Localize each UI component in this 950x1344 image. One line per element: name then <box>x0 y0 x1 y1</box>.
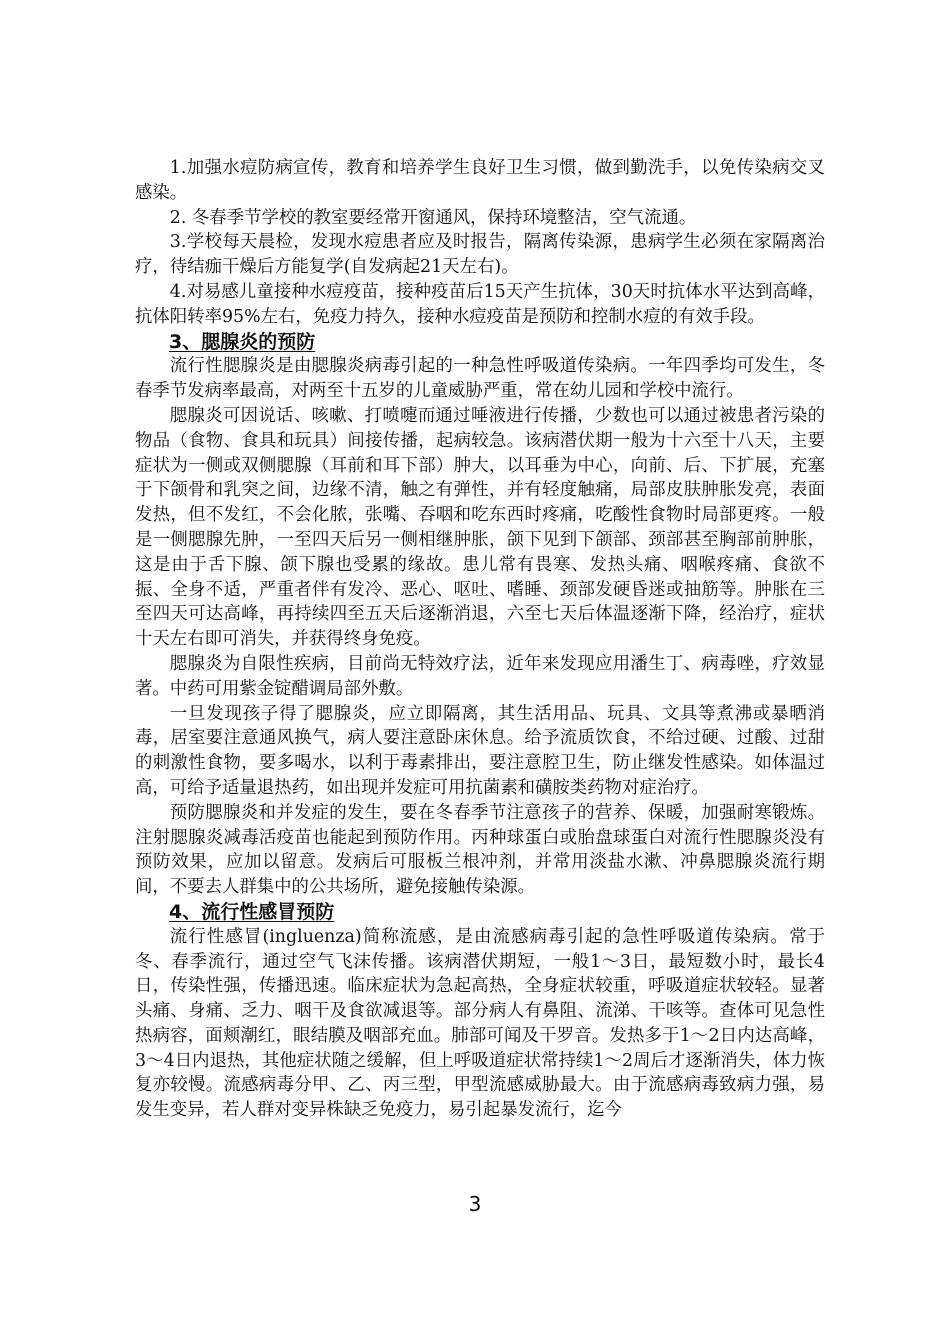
list-item: 1.加强水痘防病宣传，教育和培养学生良好卫生习惯，做到勤洗手，以免传染病交叉感染。 <box>135 158 825 203</box>
paragraph: 腮腺炎为自限性疾病，目前尚无特效疗法，近年来发现应用潘生丁、病毒唑，疗效显著。中药可用紫金锭醋调局部外敷。 <box>135 653 825 699</box>
list-item: 4.对易感儿童接种水痘疫苗，接种疫苗后15天产生抗体，30天时抗体水平达到高峰，抗体阳转率95%左右，免疫力持久，接种水痘疫苗是预防和控制水痘的有效手段。 <box>135 281 825 327</box>
section-heading-text: 3、腮腺炎的预防 <box>169 330 316 353</box>
paragraph: 腮腺炎可因说话、咳嗽、打喷嚏而通过唾液进行传播，少数也可以通过被患者污染的物品（食物、食具和玩具）间接传播，起病较急。该病潜伏期一般为十六至十八天，主要症状为一侧或双侧腮腺（耳前和耳下部）肿大，以耳垂为中心，向前、后、下扩展，充塞于下颌骨和乳突之间，边缘不清，触之有弹性，并有轻度触痛，局部皮肤肿胀发亮，表面发热，但不发红，不会化脓，张嘴、吞咽和吃东西时疼痛，吃酸性食物时局部更疼。一般是一侧腮腺先肿，一至四天后另一侧相继肿胀，颌下见到下颌部、颈部甚至胸部前肿胀，这是由于舌下腺、颌下腺也受累的缘故。患儿常有畏寒、发热头痛、咽喉疼痛、食欲不振、全身不适，严重者伴有发冷、恶心、呕吐、嗜睡、颈部发硬昏迷或抽筋等。肿胀在三至四天可达高峰，再持续四至五天后逐渐消退，六至七天后体温逐渐下降，经治疗，症状十天左右即可消失，并获得终身免疫。 <box>135 405 825 650</box>
list-item: 3.学校每天晨检，发现水痘患者应及时报告，隔离传染源，患病学生必须在家隔离治疗，待结痂干燥后方能复学(自发病起21天左右)。 <box>135 232 825 278</box>
paragraph: 预防腮腺炎和并发症的发生，要在冬春季节注意孩子的营养、保暖，加强耐寒锻炼。注射腮腺炎减毒活疫苗也能起到预防作用。丙种球蛋白或胎盘球蛋白对流行性腮腺炎没有预防效果，应加以留意。发病后可服板兰根冲剂，并常用淡盐水漱、冲鼻腮腺炎流行期间，不要去人群集中的公共场所，避免接触传染源。 <box>135 802 825 898</box>
section-heading-mumps <box>135 330 825 355</box>
list-item: 2. 冬春季节学校的教室要经常开窗通风，保持环境整洁，空气流通。 <box>169 207 697 228</box>
paragraph: 一旦发现孩子得了腮腺炎，应立即隔离，其生活用品、玩具、文具等煮沸或暴晒消毒，居室要注意通风换气，病人要注意卧床休息。给予流质饮食，不给过硬、过酸、过甜的刺激性食物，要多喝水，以利于毒素排出，要注意腔卫生，防止继发性感染。如体温过高，可给予适量退热药，如出现并发症可用抗菌素和磺胺类药物对症治疗。 <box>135 703 825 798</box>
page-number: 3 <box>468 1192 482 1216</box>
paragraph: 流行性腮腺炎是由腮腺炎病毒引起的一种急性呼吸道传染病。一年四季均可发生，冬春季节发病率最高，对两至十五岁的儿童威胁严重，常在幼儿园和学校中流行。 <box>135 356 825 402</box>
paragraph: 流行性感冒(ingluenza)简称流感，是由流感病毒引起的急性呼吸道传染病。常于冬、春季流行，通过空气飞沫传播。该病潜伏期短，一般1～3日，最短数小时，最长4日，传染性强，传播迅速。临床症状为急起高热，全身症状较重，呼吸道症状较轻。显著头痛、身痛、乏力、咽干及食欲减退等。部分病人有鼻阻、流涕、干咳等。查体可见急性热病容，面颊潮红，眼结膜及咽部充血。肺部可闻及干罗音。发热多于1～2日内达高峰，3～4日内退热，其他症状随之缓解，但上呼吸道症状常持续1～2周后才逐渐消失，体力恢复亦较慢。流感病毒分甲、乙、丙三型，甲型流感威胁最大。由于流感病毒致病力强，易发生变异，若人群对变异株缺乏免疫力，易引起暴发流行，迄今 <box>135 926 825 1121</box>
section-heading-influenza <box>135 900 825 925</box>
document-body <box>135 156 825 1123</box>
section-heading-text: 4、流行性感冒预防 <box>169 900 335 923</box>
